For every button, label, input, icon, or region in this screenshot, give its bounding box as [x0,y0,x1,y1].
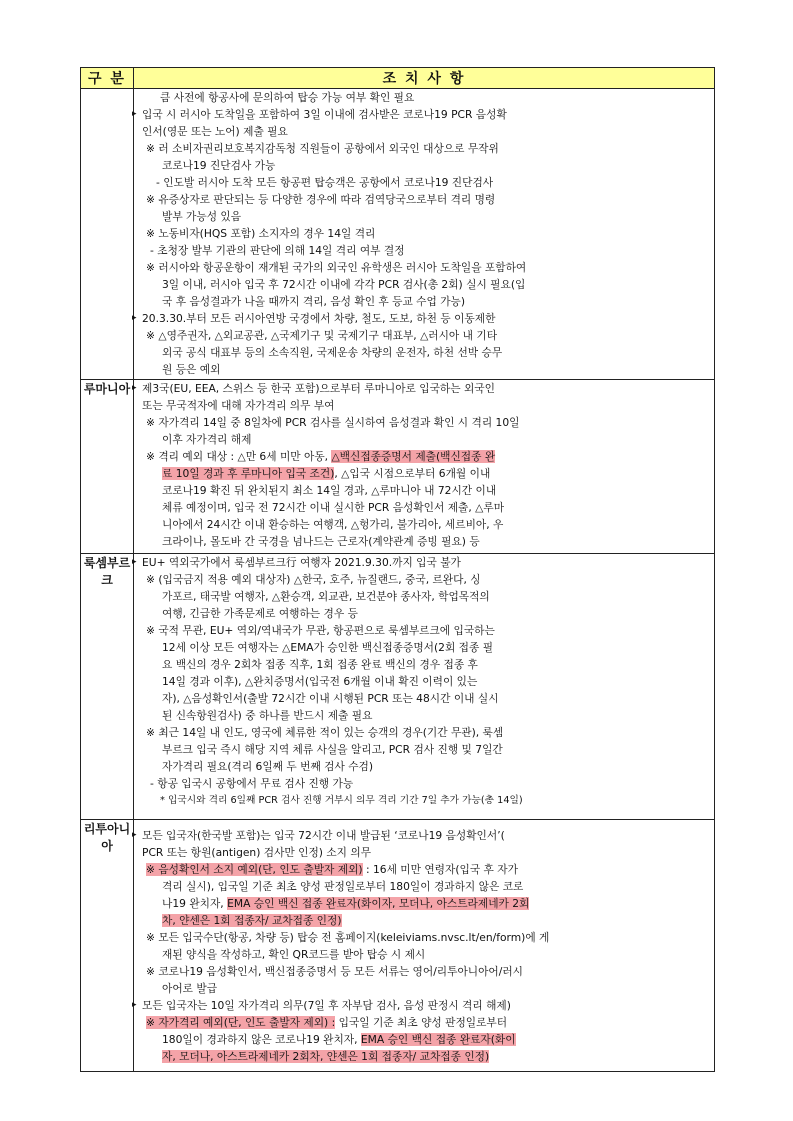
category-cell: 리투아니아 [81,820,134,1072]
highlight-span: ※ 음성확인서 소지 예외(단, 인도 출발자 제외) [146,863,363,876]
highlight-span: 차, 얀센은 1회 접종자/ 교차접종 인정) [162,914,342,927]
measures-cell [134,380,715,554]
table-row [81,89,715,380]
highlight-span: EMA 승인 백신 접종 완료자(화이 [360,1033,516,1046]
text-line: * 입국시와 격리 6일째 PCR 검사 진행 거부시 의무 격리 기간 7일 추가 가능(총 14일) [160,795,523,806]
table-header-row [81,68,715,89]
text-line: ※ △영주권자, △외교공관, △국제기구 및 국제기구 대표부, △러시아 내 기타 [146,329,498,342]
text-line: ※ 러 소비자권리보호복지감독청 직원들이 공항에서 외국인 대상으로 무작위 [146,142,499,155]
text-line: 코로나19 확진 뒤 완치된지 최소 14일 경과, △루마니아 내 72시간 이내 [162,484,497,497]
text-line [134,1014,714,1031]
text-line: 또는 무국적자에 대해 자가격리 의무 부여 [142,399,335,412]
text-line: 자가격리 필요(격리 6일째 두 번째 검사 수검) [162,760,374,773]
text-line: 체류 예정이며, 입국 전 72시간 이내 실시한 PCR 음성확인서 제출, △루마 [162,501,505,514]
text-line: ※ (입국금지 적용 예외 대상자) △한국, 호주, 뉴질랜드, 중국, 르완다, 싱 [146,573,481,586]
text-span: 나19 완치자, [162,897,228,910]
highlight-span: ※ 자가격리 예외(단, 인도 출발자 제외) : [146,1016,336,1029]
text-line: ▸ 모든 입국자(한국발 포함)는 입국 72시간 이내 발급된 ‘코로나19 음성확인서’( [134,827,714,844]
text-span: , △입국 시점으로부터 6개월 이내 [334,467,491,480]
text-line: 3일 이내, 러시아 입국 후 72시간 이내에 각각 PCR 검사(총 2회) 실시 필요(입 [162,278,526,291]
text-line: PCR 또는 항원(antigen) 검사만 인정) 소지 의무 [142,846,372,859]
category-cell: 룩셈부르크 [81,554,134,820]
text-line: 국 후 음성결과가 나올 때까지 격리, 음성 확인 후 등교 수업 가능) [162,295,466,308]
header-measures: 조 치 사 항 [134,68,715,89]
text-line: 된 신속항원검사) 중 하나를 반드시 제출 필요 [162,709,373,722]
text-line: ▸ EU+ 역외국가에서 룩셈부르크行 여행자 2021.9.30.까지 입국 불가 [134,554,714,571]
text-line: 재된 양식을 작성하고, 확인 QR코드를 받아 탑승 시 제시 [162,948,426,961]
text-line [134,895,714,912]
text-line: 자), △음성확인서(출발 72시간 이내 시행된 PCR 또는 48시간 이내 실시 [162,692,499,705]
highlight-span: EMA 승인 백신 접종 완료자(화이자, 모더나, 아스트라제네카 2회 [227,897,530,910]
text-span: 입국일 기준 최초 양성 판정일로부터 [335,1016,508,1029]
text-line: ▸ 모든 입국자는 10일 자가격리 의무(7일 후 자부담 검사, 음성 판정시 격리 해제) [134,997,714,1014]
text-line: 부르크 입국 즉시 해당 지역 체류 사실을 알리고, PCR 검사 진행 및 7일간 [162,743,503,756]
text-line [134,465,714,482]
text-line: 요 백신의 경우 2회차 접종 직후, 1회 접종 완료 백신의 경우 접종 후 [162,658,478,671]
measures-cell [134,820,715,1072]
highlight-span: 자, 모더나, 아스트라제네카 2회차, 얀센은 1회 접종자/ 교차접종 인정) [162,1050,490,1063]
text-line: - 항공 입국시 공항에서 무료 검사 진행 가능 [150,777,354,790]
text-line [134,448,714,465]
text-line: - 초청장 발부 기관의 판단에 의해 14일 격리 여부 결정 [150,244,405,257]
text-line: - 인도발 러시아 도착 모든 항공편 탑승객은 공항에서 코로나19 진단검사 [156,176,494,189]
text-line: ※ 노동비자(HQS 포함) 소지자의 경우 14일 격리 [146,227,376,240]
text-line: ▸ 20.3.30.부터 모든 러시아연방 국경에서 차량, 철도, 도보, 하천 등 이동제한 [134,310,714,327]
text-span: 180일이 경과하지 않은 코로나19 완치자, [162,1033,361,1046]
header-category: 구 분 [81,68,134,89]
text-line: 여행, 긴급한 가족문제로 여행하는 경우 등 [162,607,358,620]
text-line: ※ 최근 14일 내 인도, 영국에 체류한 적이 있는 승객의 경우(기간 무관), 룩셈 [146,726,504,739]
text-line: ▸ 입국 시 러시아 도착일을 포함하여 3일 이내에 검사받은 코로나19 PCR 음성확 [134,106,714,123]
text-line: 원 등은 예외 [162,363,221,376]
text-line: 아어로 발급 [162,982,218,995]
category-cell: 루마니아 [81,380,134,554]
text-line: ※ 러시아와 항공운항이 재개된 국가의 외국인 유학생은 러시아 도착일을 포함하여 [146,261,527,274]
text-line: 격리 실시), 입국일 기준 최초 양성 판정일로부터 180일이 경과하지 않은 코로 [162,880,524,893]
table-row [81,380,715,554]
text-line: 발부 가능성 있음 [162,210,242,223]
text-line [134,861,714,878]
text-line: ※ 코로나19 음성확인서, 백신접종증명서 등 모든 서류는 영어/리투아니아어/러시 [146,965,523,978]
text-line: 인서(영문 또는 노어) 제출 필요 [142,125,288,138]
text-span: ※ 격리 예외 대상 : △만 6세 미만 아동, [146,450,329,463]
text-line: ※ 모든 입국수단(항공, 차량 등) 탑승 전 홈페이지(keleiviams.nvsc.lt/en/form)에 게 [146,931,550,944]
text-line: 크라이나, 몰도바 간 국경을 넘나드는 근로자(계약관계 증빙 필요) 등 [162,535,480,548]
text-line [134,1048,714,1065]
text-line: 가포르, 태국발 여행자, △환승객, 외교관, 보건분야 종사자, 학업목적의 [162,590,490,603]
highlight-span: △백신접종증명서 제출(백신접종 완 [331,450,496,463]
category-cell [81,89,134,380]
text-line: 큼 사전에 항공사에 문의하여 탑승 가능 여부 확인 필요 [160,91,415,104]
measures-table [80,67,715,1072]
text-line: 이후 자가격리 해제 [162,433,252,446]
text-line [134,1031,714,1048]
text-line: 14일 경과 이후), △완치증명서(입국전 6개월 이내 확진 이력이 있는 [162,675,478,688]
table-row [81,554,715,820]
measures-cell [134,554,715,820]
highlight-span: 료 10일 경과 후 루마니아 입국 조건) [162,467,335,480]
text-line: 12세 이상 모든 여행자는 △EMA가 승인한 백신접종증명서(2회 접종 필 [162,641,494,654]
text-line: ※ 자가격리 14일 중 8일차에 PCR 검사를 실시하여 음성결과 확인 시 격리 10일 [146,416,520,429]
text-span: : 16세 미만 연령자(입국 후 자가 [362,863,518,876]
text-line: 니아에서 24시간 이내 환승하는 여행객, △헝가리, 불가리아, 세르비아, 우 [162,518,504,531]
text-line: ▸ 제3국(EU, EEA, 스위스 등 한국 포함)으로부터 루마니아로 입국하는 외국인 [134,380,714,397]
text-line: ※ 국적 무관, EU+ 역외/역내국가 무관, 항공편으로 룩셈부르크에 입국하는 [146,624,495,637]
text-line [134,912,714,929]
table-row [81,820,715,1072]
text-line: 코로나19 진단검사 가능 [162,159,276,172]
text-line: 외국 공식 대표부 등의 소속직원, 국제운송 차량의 운전자, 하천 선박 승무 [162,346,503,359]
measures-cell [134,89,715,380]
text-line: ※ 유증상자로 판단되는 등 다양한 경우에 따라 검역당국으로부터 격리 명령 [146,193,496,206]
